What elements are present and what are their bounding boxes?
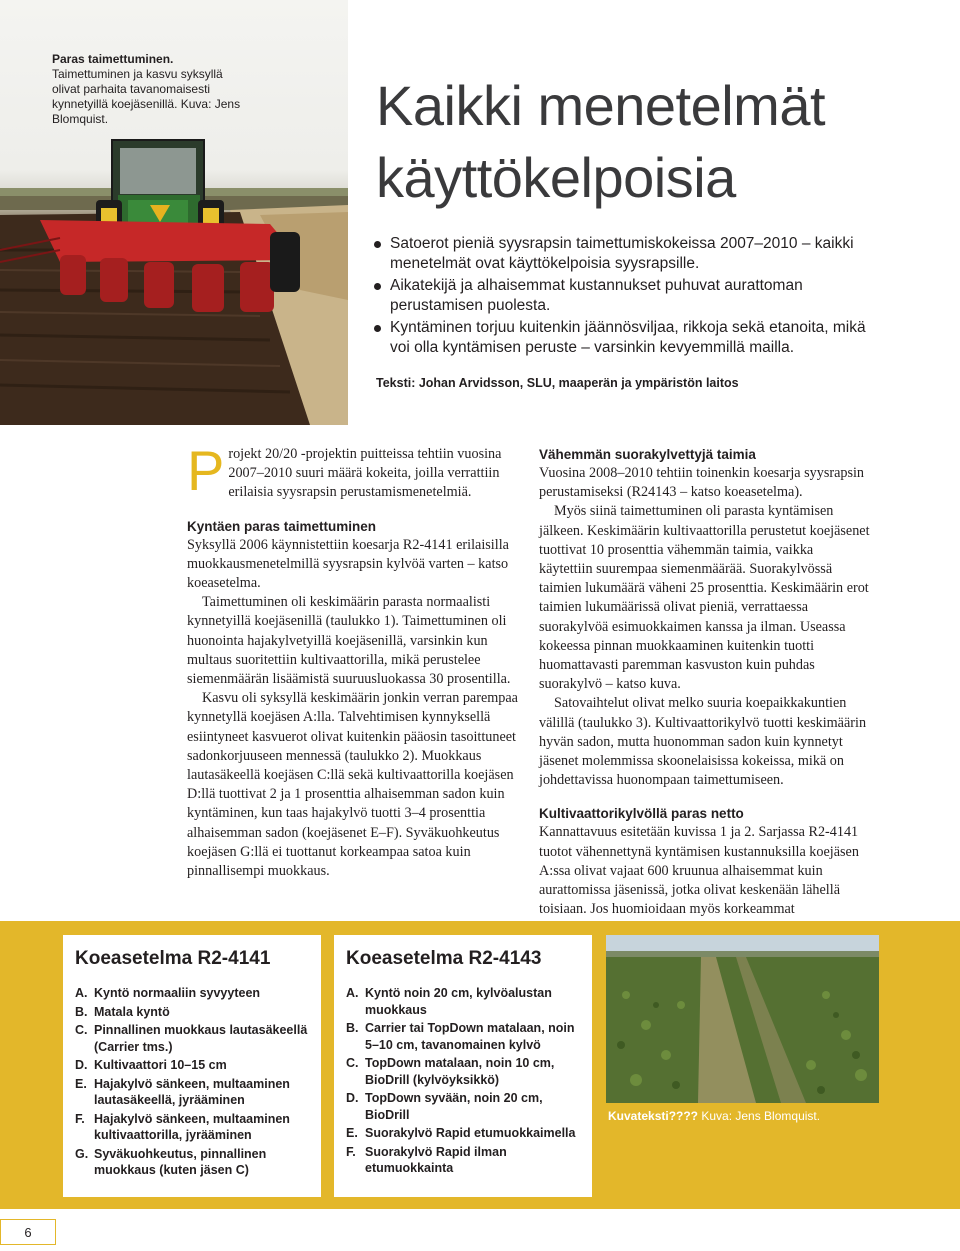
paragraph: Taimettuminen oli keskimäärin parasta normaalisti kynnetyillä koejäsenillä (taulukko 1). Taimettuminen oli huonointa hajakylvetyillä koejäsenillä, varsinkin kun multaus suoritettiin kultivaattorilla, mikä perustelee siemenmäärän lisäämistä suuruusluokassa 30 prosentilla.	[187, 594, 511, 688]
item-key: C.	[346, 1056, 359, 1070]
field-illustration	[606, 935, 879, 1103]
photo-caption	[52, 52, 242, 127]
item-text: Carrier tai TopDown matalaan, noin 5–10 cm, tavanomainen kylvö	[365, 1021, 575, 1052]
bullet-item: Satoerot pieniä syysrapsin taimettumiskokeissa 2007–2010 – kaikki menetelmät ovat käyttökelpoisia syysrapsille.	[372, 234, 872, 274]
author-byline: Teksti: Johan Arvidsson, SLU, maaperän ja ympäristön laitos	[376, 376, 739, 390]
list-item	[346, 1020, 580, 1053]
title-line-1: Kaikki menetelmät	[376, 74, 826, 137]
section-heading: Kyntäen paras taimettuminen	[187, 518, 377, 534]
item-text: TopDown matalaan, noin 10 cm, BioDrill (kylvöyksikkö)	[365, 1056, 555, 1087]
item-key: E.	[346, 1126, 358, 1140]
item-key: A.	[346, 986, 359, 1000]
paragraph: Kannattavuus esitetään kuvissa 1 ja 2. Sarjassa R2-4141 tuotot vähennettynä kyntämisen kustannuksilla koejäsen A:ssa olivat vajaat 600 kruunua alhaisemmat kuin aurattomissa jäsenissä, jotka olivat keskenään lähellä toisiaan. Jos huomioidaan myös korkeammat	[539, 824, 859, 918]
section-heading: Vähemmän suorakylvettyjä taimia	[539, 447, 756, 462]
item-text: Kultivaattori 10–15 cm	[94, 1058, 227, 1072]
page-number: 6	[0, 1219, 56, 1245]
item-key: D.	[346, 1091, 359, 1105]
lead-text: rojekt 20/20 -projektin puitteissa tehtiin vuosina 2007–2010 suuri määrä kokeita, joilla verrattiin erilaisia syysrapsin perustamismenetelmiä.	[228, 446, 502, 501]
field-caption-bold: Kuvateksti????	[608, 1109, 699, 1123]
item-text: Syväkuohkeutus, pinnallinen muokkaus (kuten jäsen C)	[94, 1146, 267, 1177]
title-line-2: käyttökelpoisia	[376, 146, 736, 209]
section-heading: Kultivaattorikylvöllä paras netto	[539, 806, 744, 822]
list-item	[75, 1076, 309, 1109]
field-caption-text: Kuva: Jens Blomquist.	[698, 1109, 821, 1123]
article-title	[376, 70, 946, 214]
item-key: D.	[75, 1058, 88, 1072]
item-text: Suorakylvö Rapid ilman etumuokkainta	[365, 1144, 507, 1175]
tractor-photo	[0, 0, 348, 425]
paragraph: Vuosina 2008–2010 tehtiin toinenkin koesarja syysrapsin perustamiseksi (R24143 – katso koeasetelma).	[539, 465, 865, 501]
item-key: B.	[346, 1021, 359, 1035]
list-item	[75, 1146, 309, 1179]
list-item	[75, 1022, 309, 1055]
left-column	[187, 439, 518, 881]
item-text: Suorakylvö Rapid etumuokkaimella	[365, 1126, 576, 1140]
list-item	[346, 1144, 580, 1177]
list-item	[346, 1090, 580, 1123]
item-text: Kyntö normaaliin syvyyteen	[94, 986, 261, 1000]
list-item	[75, 1057, 309, 1074]
right-column	[539, 445, 870, 919]
item-key: G.	[75, 1146, 89, 1161]
photo-caption-text: Taimettuminen ja kasvu syksyllä olivat parhaita tavanomaisesti kynnetyillä koejäsenillä. Kuva: Jens Blomquist.	[52, 67, 241, 126]
item-text: TopDown syvään, noin 20 cm, BioDrill	[365, 1091, 543, 1122]
list-item	[75, 1111, 309, 1144]
paragraph: Myös siinä taimettuminen oli parasta kyntämisen jälkeen. Keskimäärin kultivaattorilla perustetut koejäsenet tuottivat 10 prosenttia vähemmän taimia, vaikka käytettiin suurempaa siemenmäärää. Suorakylvössä taimien lukumäärä väheni 25 prosenttia. Keskimäärin erot taimien lukumäärissä olivat pieniä, verrattaessa suorakylvöä esimuokkaimen kanssa ja ilman. Useassa kokeessa pinnan muokkaaminen kuitenkin tuotti huomattavasti paremman kasvuston kuin puhdas suorakylvö – katso kuva.	[539, 503, 870, 693]
item-key: F.	[75, 1111, 85, 1126]
item-key: A.	[75, 986, 88, 1000]
item-text: Matala kyntö	[94, 1004, 170, 1019]
trial-design-box-r2-4143	[334, 935, 592, 1197]
drop-cap: P	[187, 439, 225, 502]
box-title: Koeasetelma R2-4143	[346, 948, 542, 969]
treatment-list	[75, 985, 309, 1179]
field-photo	[606, 935, 879, 1103]
item-text: Kyntö noin 20 cm, kylvöalustan muokkaus	[365, 986, 552, 1017]
treatment-list	[346, 985, 580, 1177]
trial-design-box-r2-4141	[63, 935, 321, 1197]
summary-bullets	[372, 234, 872, 360]
item-key: B.	[75, 1004, 88, 1019]
item-key: C.	[75, 1023, 88, 1037]
list-item	[346, 985, 580, 1018]
item-key: E.	[75, 1076, 87, 1091]
bullet-item: Aikatekijä ja alhaisemmat kustannukset puhuvat aurattoman perustamisen puolesta.	[372, 276, 872, 316]
item-text: Hajakylvö sänkeen, multaaminen lautasäkeellä, jyrääminen	[94, 1076, 290, 1107]
paragraph: Syksyllä 2006 käynnistettiin koesarja R2-4141 erilaisilla muokkausmenetelmillä syysrapsin kylvöä varten – katso koeasetelma.	[187, 536, 509, 592]
box-title: Koeasetelma R2-4141	[75, 948, 271, 969]
item-text: Hajakylvö sänkeen, multaaminen kultivaattorilla, jyrääminen	[94, 1111, 290, 1142]
item-key: F.	[346, 1144, 356, 1159]
list-item	[346, 1055, 580, 1088]
list-item	[75, 1004, 309, 1021]
photo-caption-title: Paras taimettuminen.	[52, 52, 174, 66]
paragraph: Kasvu oli syksyllä keskimäärin jonkin verran parempaa kynnetyllä koejäsen A:lla. Talvehtimisen kynnyksellä esiintyneet kasvuerot olivat kuitenkin pääosin tasoittuneet sadonkorjuuseen mennessä (taulukko 2). Muokkaus lautasäkeellä koejäsen C:llä sekä kultivaattorilla koejäsen D:llä tuottivat 2 ja 1 prosenttia alhaisemman sadon kuin kyntäminen, kun taas hajakylvö tuotti 3–4 prosenttia alhaisemman sadon (koejäsenet E–F). Syväkuohkeutus koejäsen G:llä ei tuottanut korkeampaa satoa kuin pinnallisempi muokkaus.	[187, 690, 518, 880]
list-item	[346, 1125, 580, 1142]
list-item	[75, 985, 309, 1002]
item-text: Pinnallinen muokkaus lautasäkeellä (Carrier tms.)	[94, 1023, 308, 1054]
bullet-item: Kyntäminen torjuu kuitenkin jäännösviljaa, rikkoja sekä etanoita, mikä voi olla kyntämisen peruste – varsinkin kevyemmillä mailla.	[372, 318, 872, 358]
lead-paragraph	[187, 439, 518, 503]
paragraph: Satovaihtelut olivat melko suuria koepaikkakuntien välillä (taulukko 3). Kultivaattorikylvö tuotti keskimäärin hyvän sadon, mutta huonomman sadon kuin kynnetyt jäsenet molemmissa skoonelaisissa kokeissa, mikä on johdettavissa huonompaan taimettumiseen.	[539, 695, 867, 789]
field-photo-caption	[608, 1109, 820, 1123]
